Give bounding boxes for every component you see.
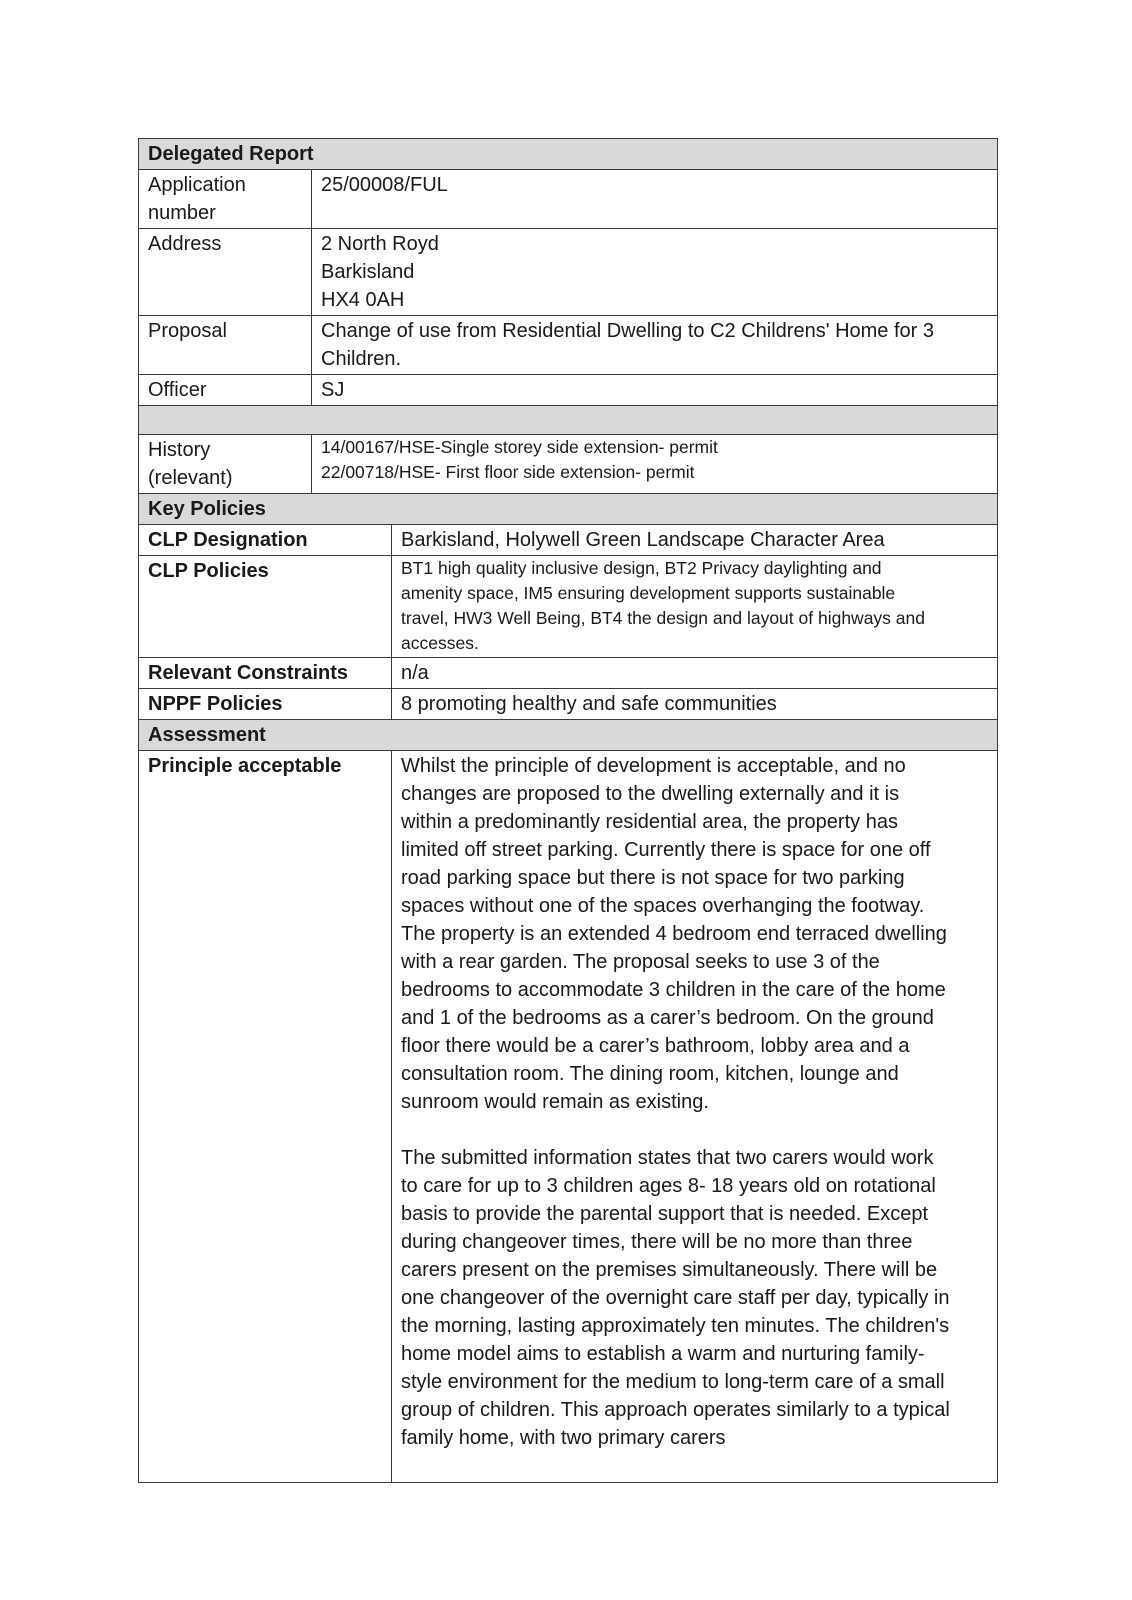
- history-item: 22/00718/HSE- First floor side extension- permit: [321, 462, 695, 482]
- assessment-paragraph-2: The submitted information states that two carers would work to care for up to 3 children ages 8- 18 years old on rotational basis to provide the parental support that is needed. Except during changeover times, there will be no more than three carers present on the premises simultaneously. There will be one changeover of the overnight care staff per day, typically in the morning, lasting approximately ten minutes. The children's home model aims to establish a warm and nurturing family- style environment for the medium to long-term care of a small group of children. This approach operates similarly to a typical family home, with two primary carers: [401, 1147, 950, 1449]
- nppf-policies-label: NPPF Policies: [139, 689, 392, 719]
- assessment-heading-row: [138, 719, 998, 750]
- nppf-policies-row: [138, 688, 998, 719]
- proposal-value: Change of use from Residential Dwelling to C2 Childrens' Home for 3 Children.: [321, 320, 934, 370]
- address-label: Address: [139, 229, 312, 315]
- address-row: [138, 228, 998, 315]
- spacer-row: [138, 405, 998, 434]
- officer-row: [138, 374, 998, 405]
- application-number-label: Application number: [139, 170, 312, 228]
- principle-label: Principle acceptable: [139, 751, 392, 1482]
- officer-value: SJ: [321, 379, 345, 401]
- clp-designation-row: [138, 524, 998, 555]
- spacer-cell: [139, 406, 997, 434]
- application-number-value: 25/00008/FUL: [321, 174, 448, 196]
- nppf-policies-value: 8 promoting healthy and safe communities: [401, 693, 777, 715]
- proposal-label: Proposal: [139, 316, 312, 374]
- relevant-constraints-label: Relevant Constraints: [139, 658, 392, 688]
- key-policies-heading-row: [138, 493, 998, 524]
- report-title: Delegated Report: [139, 139, 997, 169]
- proposal-row: [138, 315, 998, 374]
- address-line: HX4 0AH: [321, 289, 405, 311]
- address-line: 2 North Royd: [321, 233, 439, 255]
- relevant-constraints-value: n/a: [401, 662, 429, 684]
- history-label: History (relevant): [139, 435, 312, 493]
- key-policies-heading: Key Policies: [139, 494, 997, 524]
- history-row: [138, 434, 998, 493]
- assessment-paragraph-1: Whilst the principle of development is acceptable, and no changes are proposed to the dwelling externally and it is within a predominantly residential area, the property has limited off street parking. Currently there is space for one off road parking space but there is not space for two parking spaces without one of the spaces overhanging the footway. The property is an extended 4 bedroom end terraced dwelling with a rear garden. The proposal seeks to use 3 of the bedrooms to accommodate 3 children in the care of the home and 1 of the bedrooms as a carer’s bedroom. On the ground floor there would be a carer’s bathroom, lobby area and a consultation room. The dining room, kitchen, lounge and sunroom would remain as existing.: [401, 755, 947, 1113]
- report-title-row: [138, 138, 998, 169]
- delegated-report-table: [138, 138, 998, 1483]
- address-line: Barkisland: [321, 261, 415, 283]
- clp-policies-value: BT1 high quality inclusive design, BT2 Privacy daylighting and amenity space, IM5 ensuring development supports sustainable travel, HW3 Well Being, BT4 the design and layout of highways and accesses.: [401, 558, 925, 653]
- principle-row: [138, 750, 998, 1483]
- clp-policies-label: CLP Policies: [139, 556, 392, 657]
- clp-designation-label: CLP Designation: [139, 525, 392, 555]
- clp-policies-row: [138, 555, 998, 657]
- principle-value: [392, 751, 997, 1482]
- assessment-heading: Assessment: [139, 720, 997, 750]
- history-item: 14/00167/HSE-Single storey side extension- permit: [321, 437, 718, 457]
- officer-label: Officer: [139, 375, 312, 405]
- history-value: [312, 435, 997, 493]
- clp-designation-value: Barkisland, Holywell Green Landscape Character Area: [401, 529, 885, 551]
- relevant-constraints-row: [138, 657, 998, 688]
- address-value: [312, 229, 997, 315]
- application-number-row: [138, 169, 998, 228]
